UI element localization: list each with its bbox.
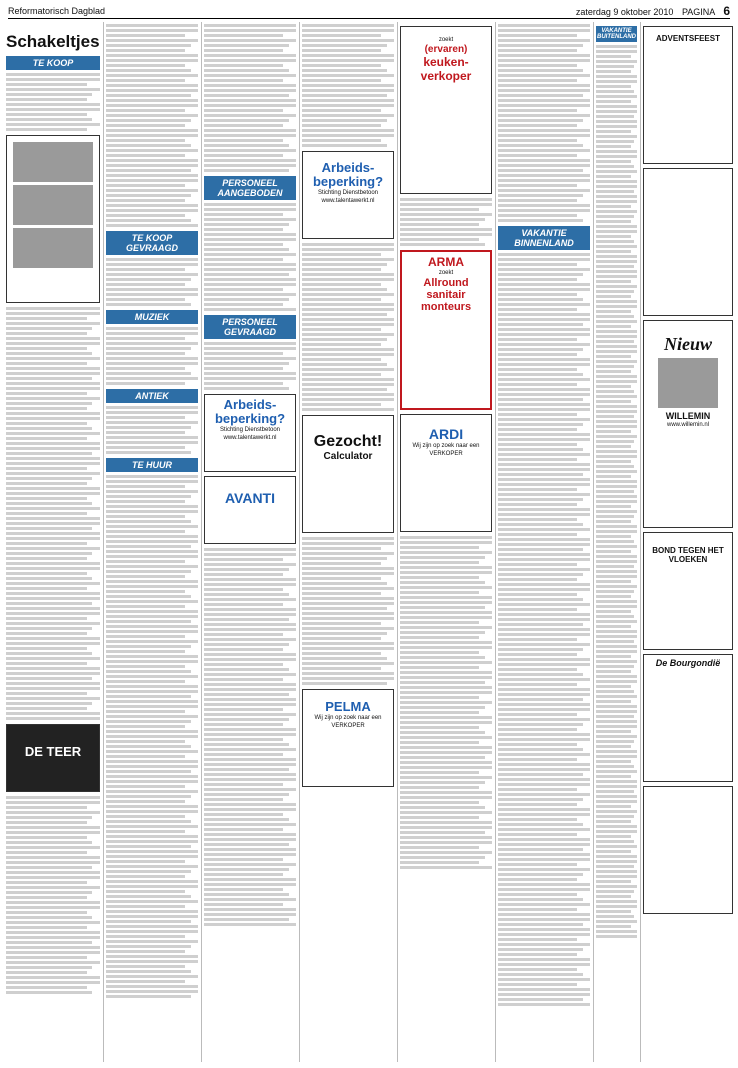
heading-te-koop: TE KOOP bbox=[6, 56, 100, 70]
heading-te-huur: TE HUUR bbox=[106, 458, 198, 472]
column-6 bbox=[498, 22, 590, 1062]
ad-text bbox=[302, 537, 394, 685]
ad-text bbox=[204, 342, 296, 390]
column-2 bbox=[106, 22, 198, 1062]
willemin-name: WILLEMIN bbox=[665, 411, 711, 421]
arma-ad-1 bbox=[400, 250, 492, 410]
keuken-line1: zoekt bbox=[438, 37, 454, 43]
nieuw-ad bbox=[643, 320, 733, 528]
arbeids-line: Stichting Dienstbetoon bbox=[219, 427, 281, 433]
arbeids-title: Arbeids-beperking? bbox=[214, 397, 286, 426]
arbeids-ad bbox=[204, 394, 296, 472]
ad-text bbox=[400, 198, 492, 246]
column-4 bbox=[302, 22, 394, 1062]
keuken-line2: (ervaren) bbox=[424, 44, 468, 55]
ad-text bbox=[302, 24, 394, 147]
issue-date: zaterdag 9 oktober 2010 bbox=[575, 7, 674, 17]
jandoets-ad bbox=[643, 168, 733, 316]
heading-personeel-aangeboden: PERSONEEL AANGEBODEN bbox=[204, 176, 296, 200]
heading-vakantie-buitenland: VAKANTIE BUITENLAND bbox=[597, 28, 636, 40]
arbeids-ad-2 bbox=[302, 151, 394, 239]
pelma-line: Wij zijn op zoek naar een VERKOPER bbox=[314, 715, 382, 729]
arma-line2: Allround sanitair monteurs bbox=[420, 277, 472, 313]
arbeids-title: Arbeids-beperking? bbox=[312, 160, 384, 189]
willemin-url: www.willemin.nl bbox=[666, 422, 709, 428]
ad-text bbox=[400, 536, 492, 869]
ad-text bbox=[6, 307, 100, 720]
column-rule bbox=[593, 22, 594, 1062]
keuken-ad bbox=[400, 26, 492, 194]
nieuw-title: Nieuw bbox=[663, 334, 712, 354]
arbeids-url: www.talentawerkt.nl bbox=[223, 435, 277, 441]
gezocht-line: Calculator bbox=[323, 451, 373, 462]
ad-text bbox=[106, 327, 198, 385]
ardi-brand: ARDI bbox=[428, 426, 464, 442]
arbeids-line: Stichting Dienstbetoon bbox=[317, 190, 379, 196]
column-rule bbox=[103, 22, 104, 1062]
ardi-line: Wij zijn op zoek naar een VERKOPER bbox=[412, 443, 480, 457]
car-photo bbox=[13, 228, 93, 268]
arma-brand: ARMA bbox=[428, 255, 464, 269]
page-label: PAGINA bbox=[681, 7, 715, 17]
column-rule bbox=[299, 22, 300, 1062]
car-photos bbox=[6, 135, 100, 303]
car-photo bbox=[13, 185, 93, 225]
column-5 bbox=[400, 22, 492, 1062]
arbeids-url: www.talentawerkt.nl bbox=[321, 198, 375, 204]
ad-text bbox=[596, 45, 637, 938]
bourgondie-title: De Bourgondië bbox=[655, 658, 721, 668]
ad-text bbox=[106, 24, 198, 227]
misc-ad bbox=[643, 786, 733, 914]
teerhuis-ad bbox=[6, 724, 100, 792]
ad-text bbox=[6, 73, 100, 131]
column-rule bbox=[640, 22, 641, 1062]
advent-title: ADVENTSFEEST bbox=[655, 34, 720, 43]
heading-personeel-gevraagd: PERSONEEL GEVRAAGD bbox=[204, 315, 296, 339]
column-1 bbox=[6, 22, 100, 1062]
keuken-line3: keuken-verkoper bbox=[420, 55, 472, 83]
column-rule bbox=[201, 22, 202, 1062]
advent-ad bbox=[643, 26, 733, 164]
ad-text bbox=[106, 258, 198, 306]
column-3 bbox=[204, 22, 296, 1062]
ad-text bbox=[498, 24, 590, 222]
teerhuis-title: DE TEER bbox=[24, 744, 82, 759]
gezocht-ad bbox=[302, 415, 394, 533]
arma-line1: zoekt bbox=[438, 270, 454, 276]
section-title: Schakeltjes bbox=[6, 32, 100, 51]
ad-text bbox=[498, 253, 590, 1006]
avanti-ad bbox=[204, 476, 296, 544]
car-photo bbox=[13, 142, 93, 182]
gezocht-title: Gezocht! bbox=[313, 433, 383, 450]
ad-text bbox=[302, 243, 394, 411]
page-number: 6 bbox=[723, 4, 730, 18]
bond-title: BOND TEGEN HET VLOEKEN bbox=[652, 546, 724, 564]
heading-muziek: MUZIEK bbox=[106, 310, 198, 324]
heading-te-koop-gevraagd: TE KOOP GEVRAAGD bbox=[106, 231, 198, 255]
bond-ad bbox=[643, 532, 733, 650]
heading-antiek: ANTIEK bbox=[106, 389, 198, 403]
ad-text bbox=[106, 475, 198, 998]
jewelry-photo bbox=[658, 358, 718, 408]
pelma-brand: PELMA bbox=[325, 699, 371, 714]
column-8 bbox=[643, 22, 733, 1062]
heading-vakantie-binnenland: VAKANTIE BINNENLAND bbox=[498, 226, 590, 250]
column-rule bbox=[495, 22, 496, 1062]
bourgondie-ad bbox=[643, 654, 733, 782]
column-rule bbox=[397, 22, 398, 1062]
ad-text bbox=[204, 548, 296, 926]
ad-text bbox=[204, 203, 296, 311]
ad-text bbox=[6, 796, 100, 994]
masthead bbox=[8, 4, 730, 19]
ad-text bbox=[106, 406, 198, 454]
ad-text bbox=[204, 24, 296, 172]
column-7 bbox=[596, 22, 637, 1062]
ardi-ad bbox=[400, 414, 492, 532]
paper-name: Reformatorisch Dagblad bbox=[8, 6, 106, 16]
pelma-ad bbox=[302, 689, 394, 787]
avanti-brand: AVANTI bbox=[224, 490, 276, 506]
